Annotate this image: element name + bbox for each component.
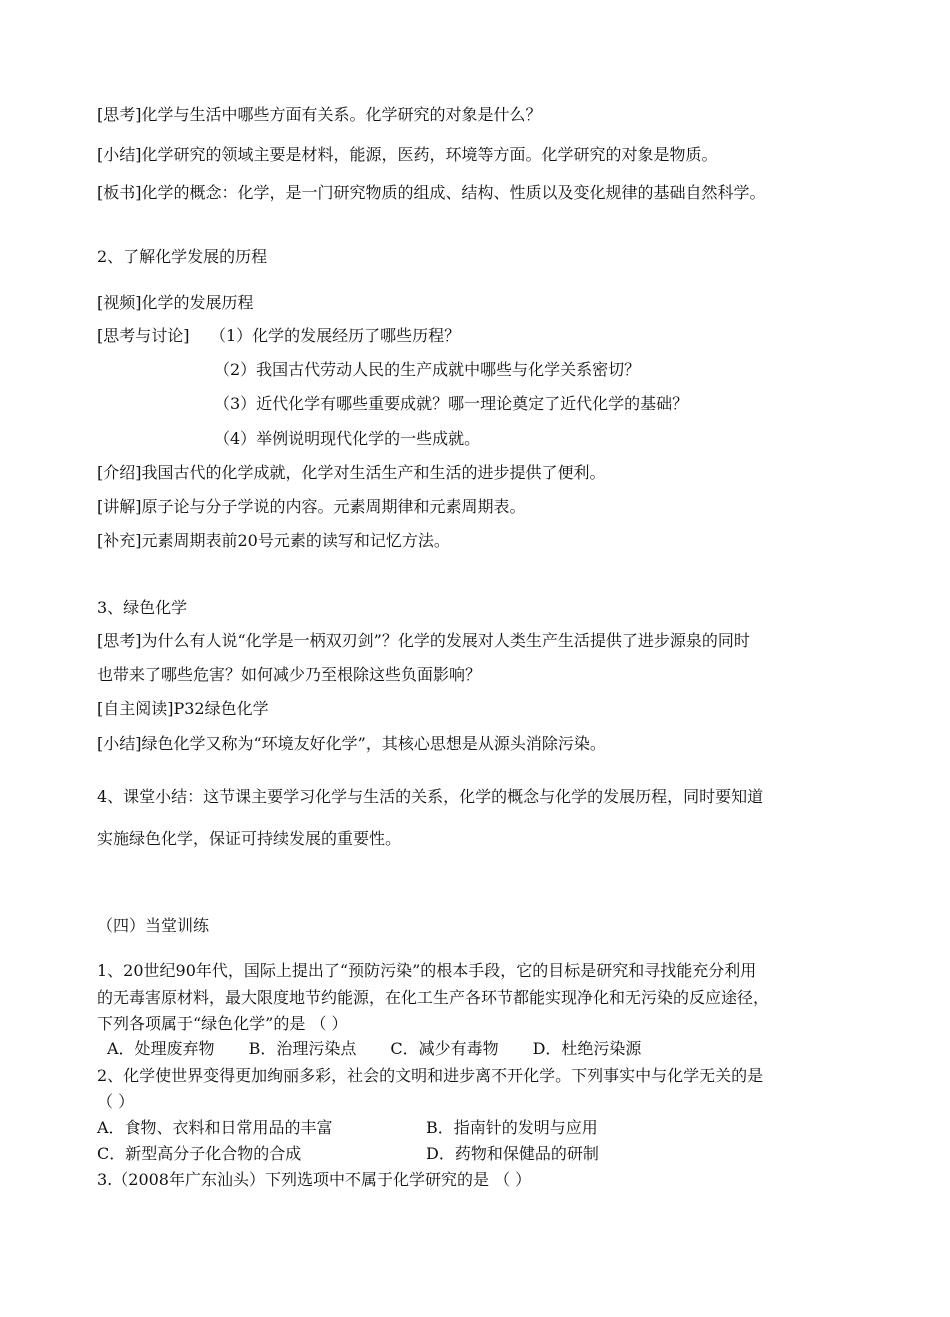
think-line-2: 也带来了哪些危害？如何减少乃至根除这些负面影响？: [97, 665, 482, 684]
think-line: [思考]化学与生活中哪些方面有关系。化学研究的对象是什么？: [97, 105, 542, 124]
q1-option-b: B．治理污染点: [248, 1039, 357, 1058]
section-heading-2: 2、了解化学发展的历程: [97, 247, 268, 266]
discuss-item-3: （3）近代化学有哪些重要成就？哪一理论奠定了近代化学的基础？: [214, 394, 689, 413]
training-heading: （四）当堂训练: [97, 916, 210, 935]
q2-option-d: D．药物和保健品的研制: [426, 1144, 599, 1163]
discuss-item-2: （2）我国古代劳动人民的生产成就中哪些与化学关系密切？: [214, 360, 641, 379]
lecture-line: [讲解]原子论与分子学说的内容。元素周期律和元素周期表。: [97, 497, 526, 516]
q1-line-2: 的无毒害原材料，最大限度地节约能源，在化工生产各环节都能实现净化和无污染的反应途径，: [97, 988, 770, 1007]
q1-option-a: A．处理废弃物: [107, 1039, 215, 1058]
summary-line-3: [小结]绿色化学又称为“环境友好化学”，其核心思想是从源头消除污染。: [97, 734, 606, 753]
q1-option-c: C．减少有毒物: [390, 1039, 499, 1058]
discuss-item-1: （1）化学的发展经历了哪些历程？: [210, 326, 461, 345]
supplement-line: [补充]元素周期表前20号元素的读写和记忆方法。: [97, 531, 450, 550]
q2-line-2: （ ）: [97, 1092, 135, 1111]
q2-option-c: C．新型高分子化合物的合成: [97, 1144, 302, 1163]
board-line: [板书]化学的概念：化学，是一门研究物质的组成、结构、性质以及变化规律的基础自然科学。: [97, 183, 766, 202]
q1-line-3: 下列各项属于“绿色化学”的是 （ ）: [97, 1014, 348, 1033]
q2-line-1: 2、化学使世界变得更加绚丽多彩，社会的文明和进步离不开化学。下列事实中与化学无关的是: [97, 1066, 764, 1085]
summary-line: [小结]化学研究的领域主要是材料，能源，医药，环境等方面。化学研究的对象是物质。: [97, 145, 718, 164]
video-line: [视频]化学的发展历程: [97, 293, 254, 312]
intro-line: [介绍]我国古代的化学成就，化学对生活生产和生活的进步提供了便利。: [97, 463, 606, 482]
q1-options: [107, 1038, 675, 1060]
section-heading-3: 3、绿色化学: [97, 598, 188, 617]
q1-option-d: D．杜绝污染源: [532, 1039, 642, 1058]
discuss-label: [思考与讨论]: [97, 326, 190, 345]
class-summary-2: 实施绿色化学，保证可持续发展的重要性。: [97, 829, 402, 848]
q2-option-a: A．食物、衣料和日常用品的丰富: [97, 1118, 333, 1137]
reading-line: [自主阅读]P32绿色化学: [97, 699, 269, 718]
q2-option-b: B．指南针的发明与应用: [426, 1118, 598, 1137]
q3-line: 3.（2008年广东汕头）下列选项中不属于化学研究的是 （ ）: [97, 1170, 532, 1189]
class-summary-1: 4、课堂小结：这节课主要学习化学与生活的关系，化学的概念与化学的发展历程，同时要知道: [97, 787, 764, 806]
q1-line-1: 1、20世纪90年代，国际上提出了“预防污染”的根本手段，它的目标是研究和寻找能充分利用: [97, 961, 757, 980]
think-line-1: [思考]为什么有人说“化学是一柄双刃剑”？化学的发展对人类生产生活提供了进步源泉的同时: [97, 631, 750, 650]
discuss-item-4: （4）举例说明现代化学的一些成就。: [214, 429, 481, 448]
